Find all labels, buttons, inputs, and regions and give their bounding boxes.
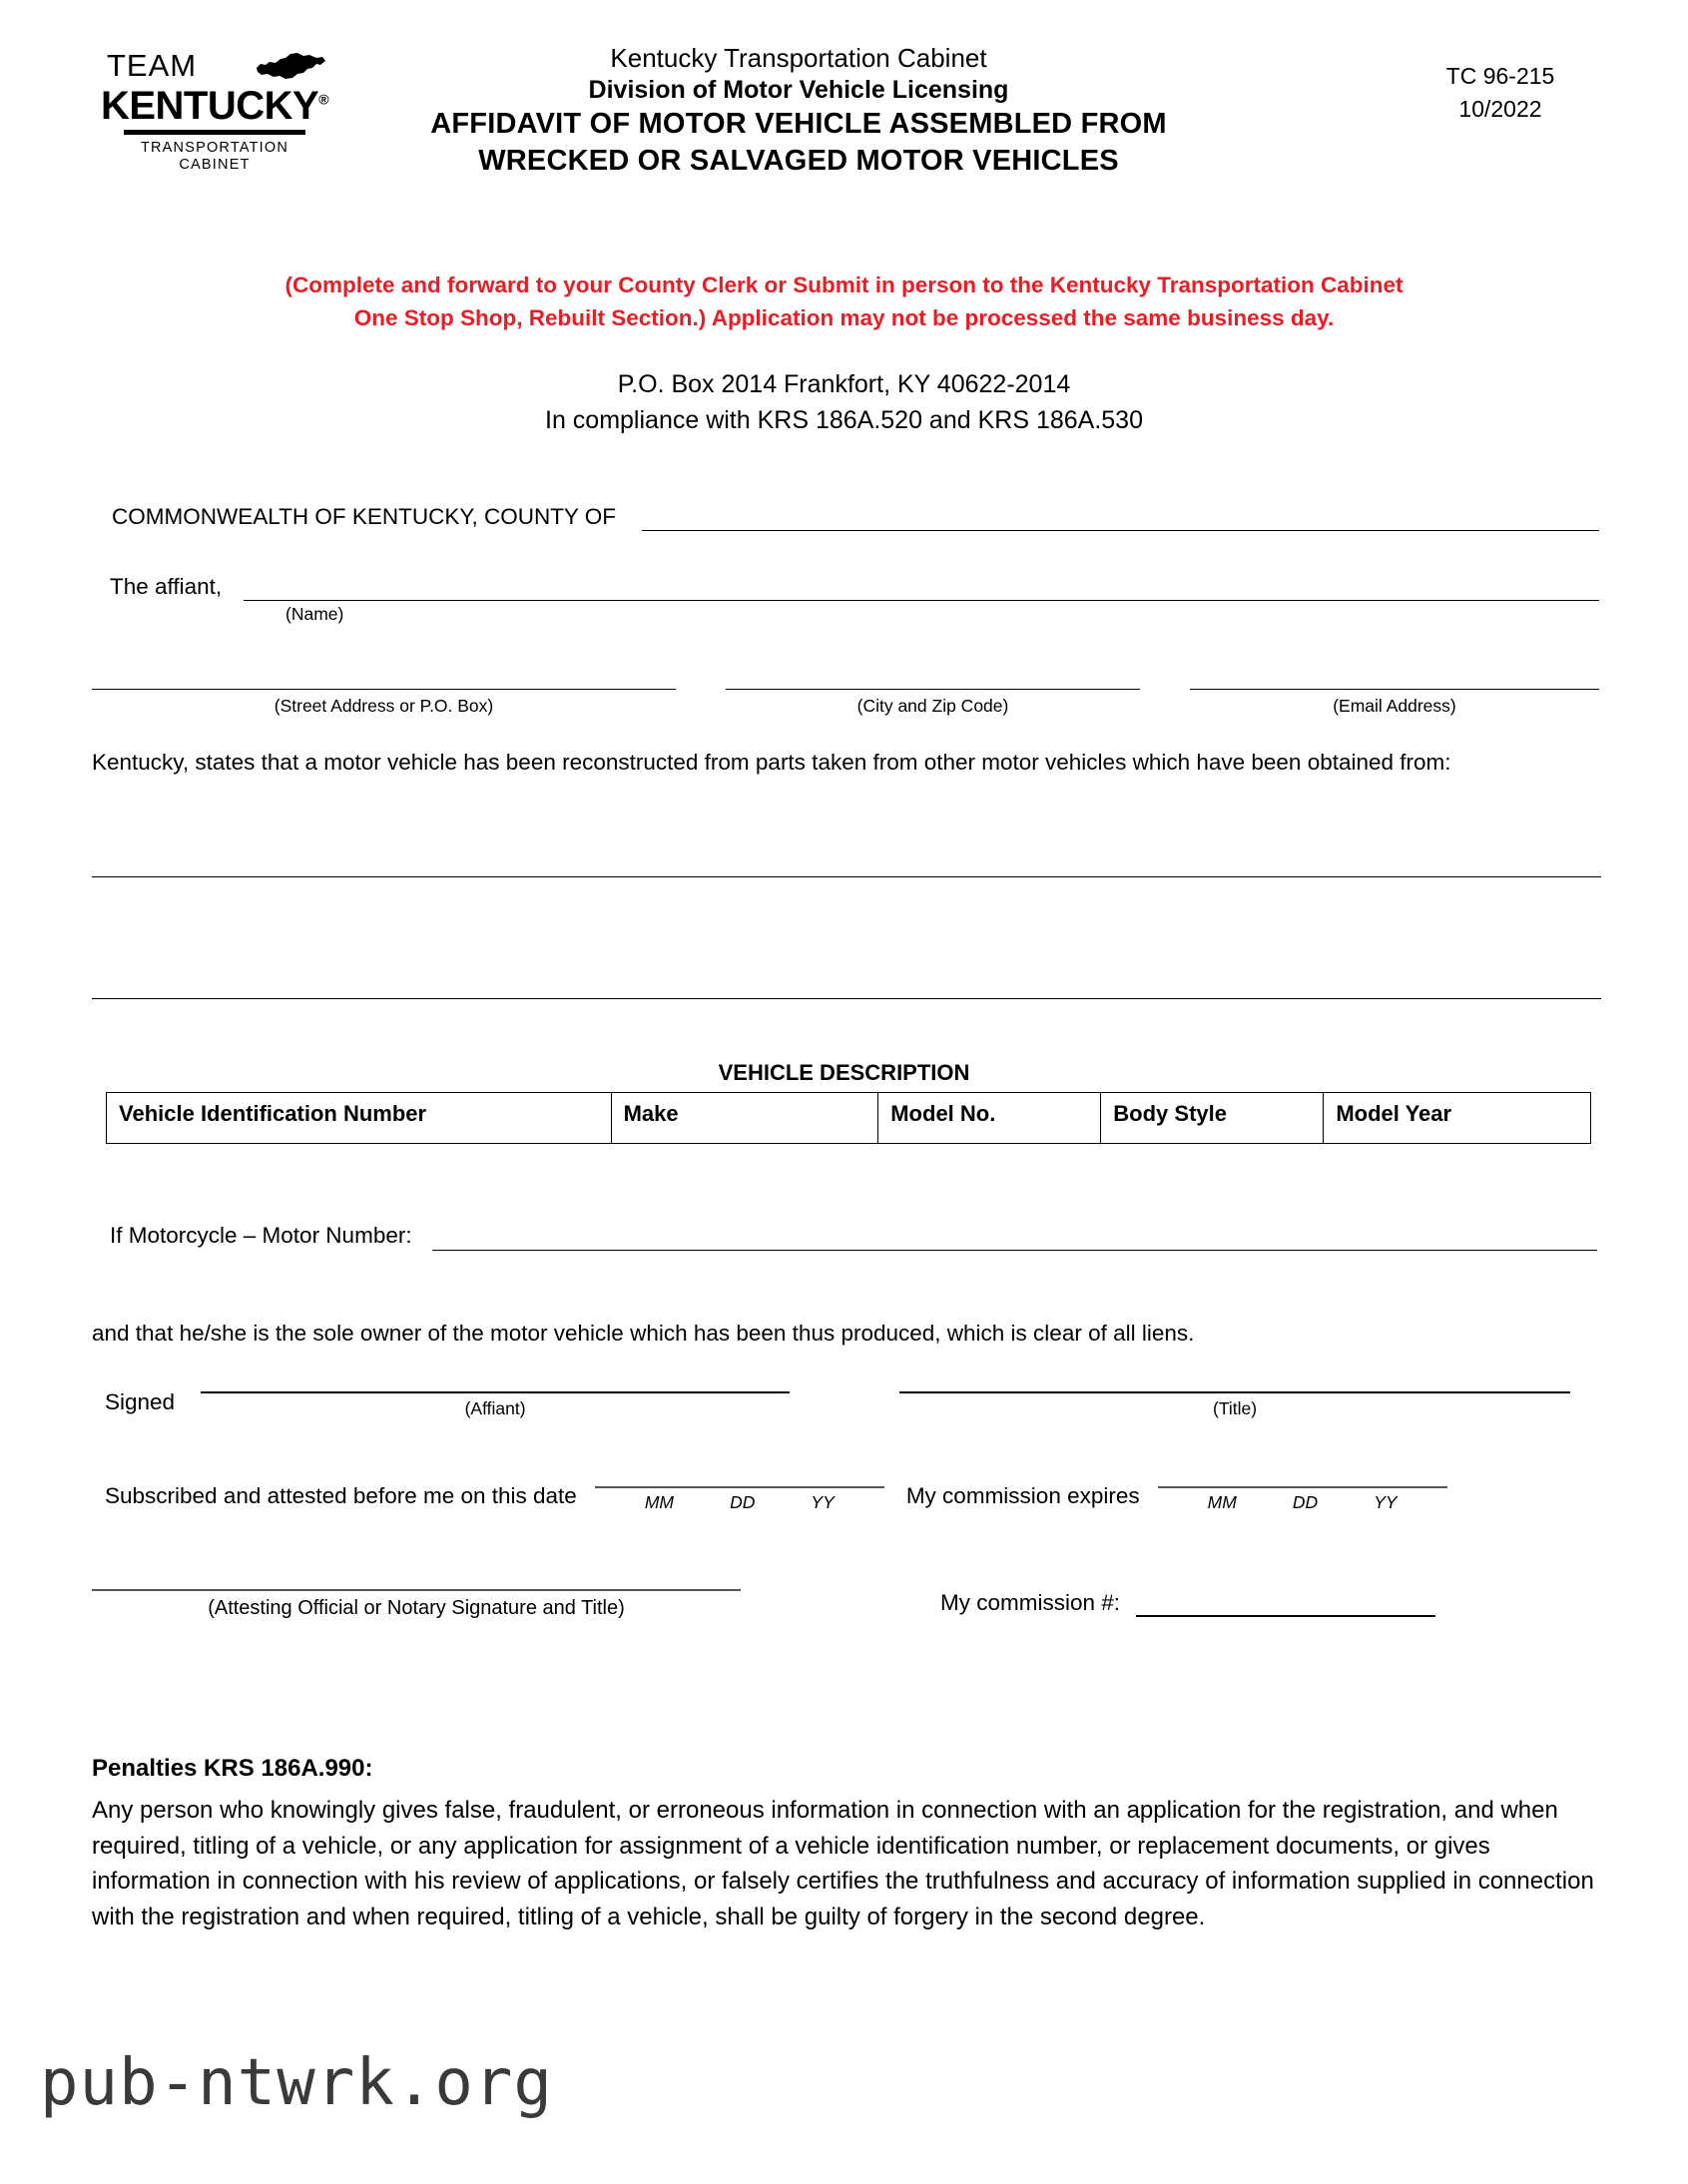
- notice-line-1: (Complete and forward to your County Clerk or Submit in person to the Kentucky Transportation Cabinet: [284, 273, 1404, 297]
- division-name: Division of Motor Vehicle Licensing: [588, 75, 1009, 104]
- column-header-vin: Vehicle Identification Number: [107, 1093, 612, 1144]
- subscribed-label: Subscribed and attested before me on this date: [105, 1483, 577, 1508]
- document-header: [0, 42, 1688, 222]
- notice-line-2: One Stop Shop, Rebuilt Section.) Application may not be processed the same business day.: [353, 304, 1335, 330]
- vehicle-description-title: VEHICLE DESCRIPTION: [718, 1060, 970, 1085]
- notary-row: [92, 1589, 1601, 1620]
- affiant-label: The affiant,: [110, 574, 223, 599]
- mailing-address: P.O. Box 2014 Frankfort, KY 40622-2014: [617, 370, 1071, 398]
- notary-signature-caption: (Attesting Official or Notary Signature and Title): [208, 1597, 625, 1619]
- submission-notice: [0, 270, 1688, 334]
- city-zip-caption: (City and Zip Code): [856, 696, 1009, 716]
- street-address-caption: (Street Address or P.O. Box): [274, 696, 494, 716]
- logo-kentucky-word: KENTUCKY: [100, 84, 319, 128]
- county-input-line[interactable]: [642, 530, 1599, 531]
- penalties-body: Any person who knowingly gives false, fraudulent, or erroneous information in connection with an application for the registration, and when required, titling of a vehicle, or any application for assignment of a vehicle identification number, or replacement documents, or gives information in connection with his review of applications, or falsely certifies the truthfulness and accuracy of information supplied in connection with the registration and when required, titling of a vehicle, shall be guilty of forgery in the second degree.: [92, 1797, 1594, 1930]
- team-kentucky-logo: [95, 50, 334, 173]
- commission-number-field: [940, 1590, 1435, 1620]
- sole-owner-statement: and that he/she is the sole owner of the motor vehicle which has been thus produced, which is clear of all liens.: [92, 1321, 1195, 1346]
- form-title-line-1: AFFIDAVIT OF MOTOR VEHICLE ASSEMBLED FROM: [430, 107, 1167, 140]
- column-header-body-style: Body Style: [1101, 1093, 1324, 1144]
- logo-kentucky-text: [95, 86, 334, 126]
- county-label: COMMONWEALTH OF KENTUCKY, COUNTY OF: [112, 504, 617, 529]
- address-fields-row: [92, 689, 1599, 717]
- notary-signature-field: [92, 1589, 741, 1620]
- penalties-title: Penalties KRS 186A.990:: [92, 1755, 373, 1782]
- commission-number-input-line[interactable]: [1136, 1615, 1435, 1617]
- motorcycle-motor-number-input-line[interactable]: [432, 1250, 1597, 1251]
- commission-expires-label: My commission expires: [905, 1483, 1140, 1508]
- obtained-from-line-2[interactable]: [92, 998, 1601, 999]
- agency-name: Kentucky Transportation Cabinet: [610, 43, 987, 73]
- notarization-row: [105, 1483, 1602, 1513]
- street-address-input-line[interactable]: [92, 689, 676, 690]
- title-signature-caption: (Title): [1213, 1398, 1258, 1418]
- logo-divider: [124, 130, 305, 135]
- compliance-statement: In compliance with KRS 186A.520 and KRS 186A.530: [545, 405, 1143, 434]
- logo-sub-line1: TRANSPORTATION: [140, 140, 289, 156]
- affiant-signature-field: [201, 1391, 790, 1419]
- affiant-name-input-line[interactable]: [244, 600, 1599, 601]
- mailing-address-block: [0, 367, 1688, 438]
- city-zip-input-line[interactable]: [726, 689, 1140, 690]
- affiant-signature-caption: (Affiant): [464, 1398, 526, 1418]
- subscribed-date-field: [595, 1486, 884, 1513]
- subscribed-dd-label: DD: [730, 1492, 756, 1512]
- logo-sub-line2: CABINET: [179, 156, 251, 173]
- vehicle-description-table: [106, 1092, 1591, 1144]
- form-number: TC 96-215: [1445, 63, 1555, 89]
- title-block: [299, 42, 1298, 181]
- county-field-row: [112, 504, 1599, 533]
- site-watermark: pub-ntwrk.org: [40, 2046, 553, 2120]
- name-caption: (Name): [285, 604, 344, 624]
- affiant-signature-line[interactable]: [201, 1391, 790, 1393]
- reconstruction-statement: Kentucky, states that a motor vehicle has been reconstructed from parts taken from other motor vehicles which have been obtained from:: [92, 750, 1451, 775]
- email-caption: (Email Address): [1333, 696, 1456, 716]
- commission-expires-input-line[interactable]: [1158, 1486, 1447, 1488]
- column-header-model-no: Model No.: [878, 1093, 1101, 1144]
- signed-label: Signed: [105, 1389, 176, 1414]
- obtained-from-line-1[interactable]: [92, 876, 1601, 877]
- motorcycle-label: If Motorcycle – Motor Number:: [110, 1223, 412, 1248]
- form-number-block: [1391, 60, 1610, 127]
- subscribed-mm-label: MM: [644, 1492, 674, 1512]
- subscribed-date-input-line[interactable]: [595, 1486, 884, 1488]
- expires-yy-label: YY: [1374, 1492, 1398, 1512]
- column-header-model-year: Model Year: [1324, 1093, 1591, 1144]
- logo-team-text: TEAM: [107, 48, 198, 83]
- email-field: [1190, 689, 1599, 717]
- email-input-line[interactable]: [1190, 689, 1599, 690]
- table-header-row: [107, 1093, 1591, 1144]
- subscribed-date-format: [595, 1492, 884, 1513]
- street-address-field: [92, 689, 676, 717]
- logo-registered-mark: ®: [318, 91, 329, 108]
- signature-row: [105, 1389, 1602, 1419]
- notary-signature-line[interactable]: [92, 1589, 741, 1591]
- form-revision-date: 10/2022: [1458, 96, 1542, 123]
- title-signature-field: [899, 1391, 1570, 1419]
- logo-team-row: [95, 50, 334, 84]
- expires-mm-label: MM: [1207, 1492, 1237, 1512]
- commission-expires-date-field: [1158, 1486, 1447, 1513]
- subscribed-yy-label: YY: [811, 1492, 835, 1512]
- column-header-make: Make: [611, 1093, 878, 1144]
- affiant-field-row: [110, 574, 1599, 603]
- city-zip-field: [726, 689, 1140, 717]
- form-title-line-2: WRECKED OR SALVAGED MOTOR VEHICLES: [478, 145, 1119, 178]
- commission-expires-date-format: [1158, 1492, 1447, 1513]
- commission-number-label: My commission #:: [940, 1590, 1121, 1615]
- expires-dd-label: DD: [1292, 1492, 1319, 1512]
- title-signature-line[interactable]: [899, 1391, 1570, 1393]
- motorcycle-field-row: [110, 1223, 1597, 1253]
